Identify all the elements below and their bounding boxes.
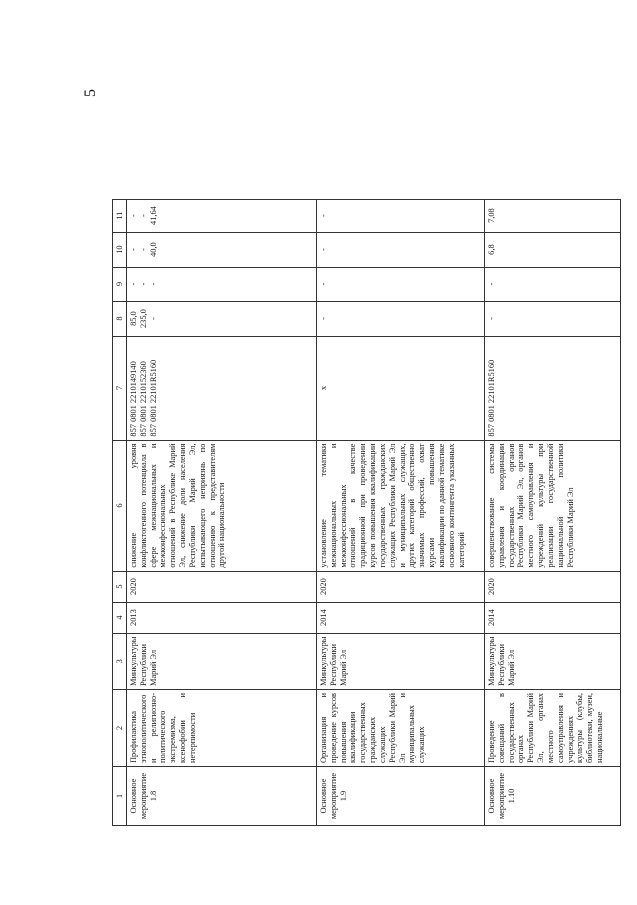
budget-code <box>127 336 317 440</box>
value-col-11 <box>485 199 621 232</box>
end-year: 2020 <box>317 571 485 602</box>
budget-code <box>317 336 485 440</box>
value-line: - <box>129 214 138 217</box>
value-line: - <box>129 248 138 251</box>
value-line: - <box>319 214 328 217</box>
value-col-11 <box>317 199 485 232</box>
header-cell: 6 <box>113 440 127 571</box>
value-col-9 <box>317 267 485 301</box>
header-cell: 1 <box>113 767 127 826</box>
measure-number: Основное мероприятие 1.9 <box>317 767 485 826</box>
table-row <box>485 199 621 825</box>
value-line: 235,0 <box>138 309 148 328</box>
header-cell: 11 <box>113 199 127 232</box>
start-year: 2013 <box>127 602 317 633</box>
header-cell: 3 <box>113 633 127 689</box>
header-cell: 4 <box>113 602 127 633</box>
value-line: - <box>138 214 148 217</box>
measure-number: Основное мероприятие 1.10 <box>485 767 621 826</box>
budget-code-line: 857 0801 22101R5160 <box>487 359 496 437</box>
header-row <box>113 199 127 825</box>
end-year: 2020 <box>485 571 621 602</box>
budget-code-line: 857 0801 2210149140 <box>129 361 138 437</box>
header-cell: 7 <box>113 336 127 440</box>
header-cell: 8 <box>113 301 127 336</box>
measure-title: Проведение совещаний в государственных органах Республики Марий Эл, органах местного самоуправления и учреждениях культуры (клубы, библиотеки, музеи, национальные <box>485 690 621 767</box>
value-col-9 <box>127 267 317 301</box>
value-line: 85,0 <box>129 311 138 326</box>
program-table <box>112 199 621 826</box>
value-line: - <box>138 282 148 286</box>
header-cell: 5 <box>113 571 127 602</box>
measure-title: Профилактика этнополитического и религиозно-политического экстремизма, ксенофобии и нетерпимости <box>127 690 317 767</box>
header-cell: 9 <box>113 267 127 301</box>
value-line: 7,08 <box>487 208 496 223</box>
value-line: - <box>487 282 496 286</box>
page-number: 5 <box>82 89 99 97</box>
budget-code-line: 857 0801 2210152360 <box>138 361 148 437</box>
executor: Минкультуры Республики Марий Эл <box>127 633 317 689</box>
executor: Минкультуры Республики Марий Эл <box>317 633 485 689</box>
value-line: - <box>319 282 328 286</box>
value-col-8 <box>317 301 485 336</box>
header-cell: 2 <box>113 690 127 767</box>
value-col-10 <box>317 232 485 267</box>
value-col-10 <box>127 232 317 267</box>
value-line: 40,0 <box>148 242 158 257</box>
value-line: - <box>319 317 328 320</box>
value-col-11 <box>127 199 317 232</box>
start-year: 2014 <box>317 602 485 633</box>
value-line: - <box>129 282 138 286</box>
measure-title: Организация и проведение курсов повышения квалификации государственных гражданских служащих Республики Марий Эл и муниципальных служащих <box>317 690 485 767</box>
value-col-8 <box>485 301 621 336</box>
value-line: 41,64 <box>148 206 158 225</box>
header-cell: 10 <box>113 232 127 267</box>
executor: Минкультуры Республики Марий Эл <box>485 633 621 689</box>
budget-code-line: 857 0801 22101R5160 <box>148 359 158 437</box>
end-year: 2020 <box>127 571 317 602</box>
value-line: - <box>487 317 496 320</box>
measure-number: Основное мероприятие 1.8 <box>127 767 317 826</box>
value-col-9 <box>485 267 621 301</box>
budget-code <box>485 336 621 440</box>
budget-code-line: x <box>319 385 328 391</box>
start-year: 2014 <box>485 602 621 633</box>
value-line: - <box>148 317 158 320</box>
expected-result: снижение уровня конфликтогенного потенциала в сфере межнациональных и межконфессиональных отношений в Республике Марий Эл, снижение доли населения Республики Марий Эл, испытывающего неприязнь по отношению к представителям другой национальности <box>127 440 317 571</box>
expected-result: совершенствование системы управления и координации государственных органов Республики Марий Эл, органов местного самоуправления и учреждений культуры при реализации государственной национальной политики Республики Марий Эл <box>485 440 621 571</box>
value-col-10 <box>485 232 621 267</box>
table-row <box>317 199 485 825</box>
value-line: 6,8 <box>487 244 496 255</box>
table-row <box>127 199 317 825</box>
value-line: - <box>148 282 158 286</box>
value-line: - <box>138 248 148 251</box>
expected-result: установление тематики межнациональных и межконфессиональных отношений в качестве традиционной при проведении курсов повышения квалификации государственных гражданских служащих Республики Марий Эл и муниципальных служащих, других категорий общественно значимых профессий, охват курсами повышения квалификации по данной тематике основного контингента указанных категорий <box>317 440 485 571</box>
value-line: - <box>319 248 328 251</box>
value-col-8 <box>127 301 317 336</box>
